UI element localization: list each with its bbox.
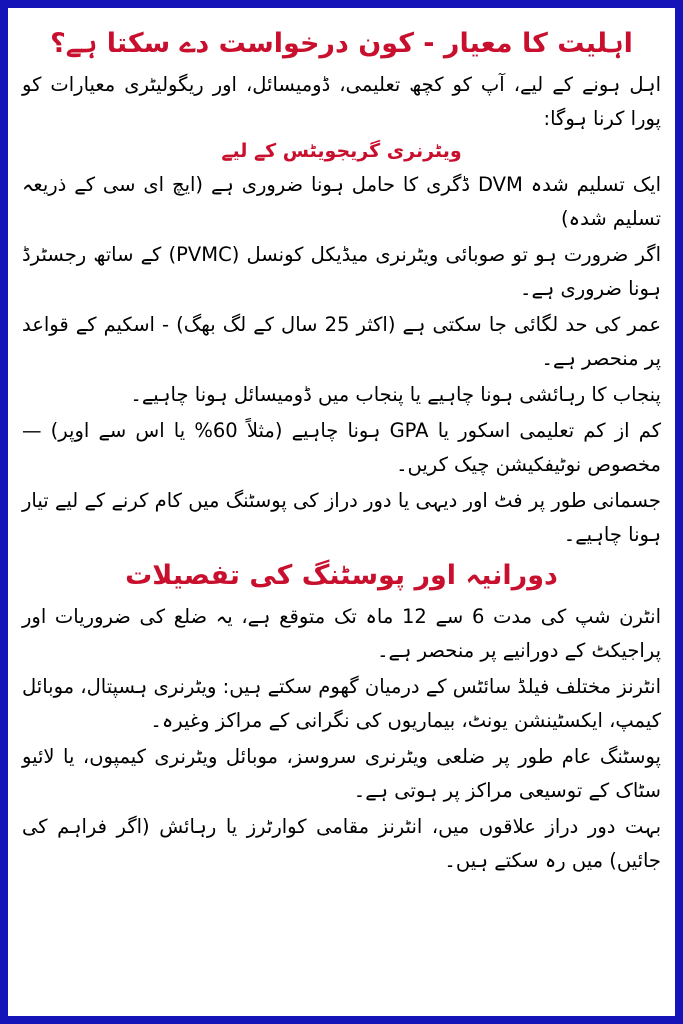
document-page [8, 8, 675, 1016]
intro-paragraph: اہل ہونے کے لیے، آپ کو کچھ تعلیمی، ڈومیسائل، اور ریگولیٹری معیارات کو پورا کرنا ہوگا: [22, 73, 661, 130]
page-title: اہلیت کا معیار - کون درخواست دے سکتا ہے؟ [50, 28, 633, 59]
detail-item: انٹرنز مختلف فیلڈ سائٹس کے درمیان گھوم سکتے ہیں: ویٹرنری ہسپتال، موبائل کیمپ، ایکسٹینشن یونٹ، بیماریوں کی نگرانی کے مراکز وغیرہ۔ [22, 675, 661, 732]
criteria-item: اگر ضرورت ہو تو صوبائی ویٹرنری میڈیکل کونسل (PVMC) کے ساتھ رجسٹرڈ ہونا ضروری ہے۔ [22, 243, 661, 300]
detail-item: پوسٹنگ عام طور پر ضلعی ویٹرنری سروسز، موبائل ویٹرنری کیمپوں، یا لائیو سٹاک کے توسیعی مراکز پر ہوتی ہے۔ [22, 745, 661, 802]
detail-item: بہت دور دراز علاقوں میں، انٹرنز مقامی کوارٹرز یا رہائش (اگر فراہم کی جائیں) میں رہ سکتے ہیں۔ [22, 815, 661, 872]
criteria-item: کم از کم تعلیمی اسکور یا GPA ہونا چاہیے (مثلاً 60% یا اس سے اوپر) — مخصوص نوٹیفکیشن چیک کریں۔ [22, 419, 661, 476]
criteria-item: جسمانی طور پر فٹ اور دیہی یا دور دراز کی پوسٹنگ میں کام کرنے کے لیے تیار ہونا چاہیے۔ [22, 489, 661, 546]
criteria-item: پنجاب کا رہائشی ہونا چاہیے یا پنجاب میں ڈومیسائل ہونا چاہیے۔ [130, 383, 661, 406]
criteria-item: عمر کی حد لگائی جا سکتی ہے (اکثر 25 سال کے لگ بھگ) - اسکیم کے قواعد پر منحصر ہے۔ [22, 313, 661, 370]
criteria-item: ایک تسلیم شدہ DVM ڈگری کا حامل ہونا ضروری ہے (ایچ ای سی کے ذریعہ تسلیم شدہ) [22, 173, 661, 230]
section-heading: دورانیہ اور پوسٹنگ کی تفصیلات [125, 560, 558, 591]
section-subheading: ویٹرنری گریجویٹس کے لیے [221, 140, 462, 162]
detail-item: انٹرن شپ کی مدت 6 سے 12 ماہ تک متوقع ہے، یہ ضلع کی ضروریات اور پراجیکٹ کے دورانیے پر منحصر ہے۔ [22, 605, 661, 662]
